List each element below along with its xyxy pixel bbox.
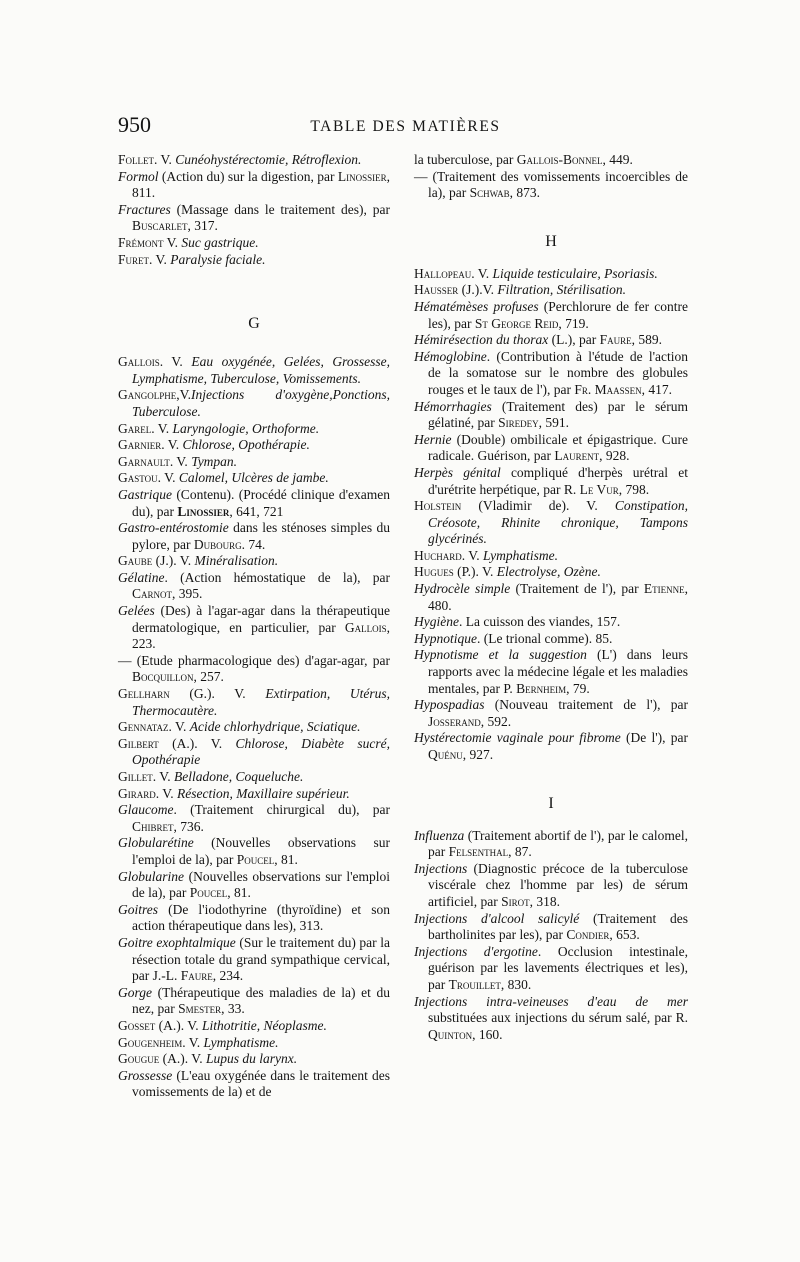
index-entry [414,432,688,465]
subject-term: Hémirésection du thorax [414,332,549,348]
entry-text: , 653. [609,927,640,943]
author-name: Gougenheim [118,1034,183,1050]
subject-term: Gastro-entérostomie [118,520,229,536]
author-name: Buscarlet [132,218,188,234]
entry-text: , 811. [132,168,390,201]
index-entry [118,570,390,603]
author-name: Garnault [118,453,170,469]
entry-text: , 81. [227,885,251,901]
entry-text: , 592. [480,713,512,729]
index-entry [118,487,390,520]
subject-term: Injections d'alcool salicylé [414,910,580,926]
entry-text: . (Contribution à l'étude de l'action de la somatose sur le nombre des globules rouges et le taux de l'), par [428,348,688,397]
subject-term: Lithotritie, Néoplasme. [202,1017,327,1033]
entry-text: (De l'), par [620,730,689,746]
author-name: Poucel [189,885,228,901]
subject-term: Laryngologie, Orthoforme. [172,420,320,436]
entry-text: . (Action hémostatique de la), par [164,569,390,585]
subject-term: Globularétine [118,835,194,851]
subject-term: Paralysie faciale. [170,251,266,267]
entry-text: . (Le trional comme). 85. [477,630,613,646]
entry-text: (J.). V. [152,553,195,569]
author-name: Holstein [414,498,462,514]
author-name: Laurent [554,448,600,464]
author-name: Felsenthal [448,844,509,860]
author-name: Sirot [501,893,530,909]
subject-term: Résection, Maxillaire supérieur. [177,785,350,801]
index-entry [118,603,390,653]
entry-text: . V. [182,1034,204,1050]
subject-term: Gélatine [118,569,165,585]
entry-text: . V. [152,769,175,784]
index-entry [118,553,390,570]
index-entry [414,614,688,631]
author-name: Gougue [118,1051,160,1067]
author-name: Follet [118,152,154,167]
entry-text: , 318. [529,893,560,909]
index-entry [118,719,390,736]
entry-text: , 87. [508,844,532,860]
subject-term: Herpès génital [414,464,501,480]
index-entry [118,869,390,902]
subject-term: Extirpation, Utérus, Thermocautère. [132,686,390,718]
entry-text: , 417. [641,381,673,397]
author-name: P. Bernheim [503,680,567,696]
entry-text: , 928. [599,448,630,464]
entry-text: (Thérapeutique des maladies de la) et du nez, par [132,984,390,1017]
index-entry [118,1068,390,1101]
entry-text: . V. [161,437,183,453]
author-name: Gangolphe [118,387,177,403]
entry-text: compliqué d'herpès urétral et d'urétrite herpétique, par [428,464,688,497]
index-entry [414,349,688,399]
page-number: 950 [118,112,151,137]
author-name: Huchard [414,547,462,563]
entry-text: la tuberculose, par [414,152,517,167]
entry-text: (A.). V. [155,1017,203,1033]
section-letter: G [248,315,260,333]
subject-term: Gorge [118,984,152,1000]
index-entry [414,152,688,169]
author-name: Furet [118,251,150,267]
subject-term: Gelées [118,603,155,619]
subject-term: Calomel, Ulcères de jambe. [178,470,329,486]
index-entry [414,332,688,349]
subject-term: Hydrocèle simple [414,581,511,597]
entry-text: — (Traitement des vomissements incoercibles de la), par [414,168,688,201]
subject-term: Acide chlorhydrique, Sciatique. [189,719,361,735]
page-header [118,112,693,142]
index-entry [118,985,390,1018]
entry-text: V. [163,234,182,250]
index-entry [118,202,390,235]
entry-text: . V. [154,152,176,167]
index-entry [414,548,688,565]
author-name: Siredey [498,415,539,431]
author-name: Linossier [177,503,230,519]
entry-text: , 736. [173,818,204,834]
entry-text: . Occlusion intestinale, guérison par les lavements électriques et les), par [428,943,688,992]
author-name: Gellharn [118,686,170,702]
author-name: St George Reid [474,315,559,331]
entry-text: , 798. [618,481,650,497]
subject-term: Liquide testiculaire, Psoriasis. [492,265,658,281]
author-name: Carnot [132,586,173,602]
entry-text: (Nouvelles observations sur l'emploi de la), par [132,835,390,867]
author-name: Etienne [643,581,685,597]
index-entry [414,911,688,944]
entry-text: (Diagnostic précoce de la tuberculose viscérale chez l'homme par les) de sérum artificiel, par [428,860,688,909]
author-name: Gallois-Bonnel [516,152,603,167]
subject-term: Filtration, Stérilisation. [497,282,627,298]
author-name: Gennataz [118,719,169,735]
index-entry [414,994,688,1044]
subject-term: Electrolyse, Ozène. [496,564,601,580]
entry-text: , 589. [631,332,662,348]
author-name: R. Le Vur [563,481,619,497]
index-entry [414,828,688,861]
entry-text: . V. [471,265,493,281]
entry-text: (P.). V. [453,564,497,580]
author-name: Gaube [118,553,153,569]
author-name: Garel [118,420,152,436]
index-entry [414,647,688,697]
index-entry [118,835,390,868]
index-entry [414,631,688,648]
author-name: Hallopeau [414,265,472,281]
index-entry [414,498,688,548]
index-entry [414,944,688,994]
entry-text: (Double) ombilicale et épigastrique. Cure radicale. Guérison, par [428,431,688,464]
subject-term: Globularine [118,868,184,884]
subject-term: Hémoglobine [414,348,487,364]
author-name: Poucel [236,851,275,867]
index-entry [118,235,390,252]
index-entry [414,465,688,498]
subject-term: Minéralisation. [194,553,279,569]
entry-text: , 449. [602,152,633,167]
entry-text: (Des) à l'agar-agar dans la thérapeutique dermatologique, en particulier, par [132,603,390,635]
author-name: Chibret [132,818,174,834]
author-name: Gallois [344,619,387,635]
entry-text: . V. [169,453,192,469]
index-entry [118,902,390,935]
entry-text: substituées aux injections du sérum salé, par [428,1010,676,1026]
author-name: Garnier [118,437,162,453]
index-entry [118,786,390,803]
author-name: R. Quinton [428,1010,688,1042]
entry-text: (Action du) sur la digestion, par [158,168,338,184]
entry-text: (Vladimir de). V. [461,498,615,514]
subject-term: Hypospadias [414,697,485,713]
author-name: Hugues [414,564,454,580]
entry-text: (Traitement des) par le sérum gélatiné, par [428,398,688,431]
entry-text: , 480. [428,581,689,613]
entry-text: (Contenu). (Procédé clinique d'examen du), par [132,486,390,519]
author-name: Josserand [428,713,481,729]
author-name: Smester [178,1001,222,1017]
subject-term: Influenza [414,827,465,843]
section-letter: H [545,232,557,250]
subject-term: Injections [414,860,468,876]
author-name: Frémont [118,234,164,250]
index-entry [414,266,688,283]
entry-text: . V. [157,470,179,486]
subject-term: Cunéohystérectomie, Rétroflexion. [175,152,362,167]
entry-text: . V. [159,354,192,370]
entry-text: (A.). V. [158,735,236,751]
author-name: Faure [599,332,632,348]
entry-text: , 234. [212,968,244,984]
subject-term: Injections intra-veineuses d'eau de mer [414,993,688,1009]
author-name: Gillet [118,769,153,784]
author-name: Fr. Maassen [574,381,642,397]
subject-term: Fractures [118,201,171,217]
entry-text: , 395. [172,586,203,602]
entry-text: ,V. [176,387,192,403]
index-entry [118,1035,390,1052]
entry-text: , 79. [566,680,590,696]
index-entry [118,387,390,420]
subject-term: Grossesse [118,1067,173,1083]
index-entry [118,354,390,387]
subject-term: Tympan. [191,453,238,469]
entry-text: (Traitement abortif de l'), par le calomel, par [428,827,688,860]
index-entry [414,299,688,332]
author-name: Hausser [414,282,459,298]
author-name: Condier [566,927,610,943]
subject-term: Belladone, Coqueluche. [174,769,304,784]
author-name: Gallois [118,354,160,370]
subject-term: Lymphatisme. [203,1034,279,1050]
subject-term: Hernie [414,431,452,447]
entry-text: — (Etude pharmacologique des) d'agar-agar, par [118,652,390,668]
entry-text: , 641, 721 [229,503,284,519]
index-entry [118,454,390,471]
index-entry [118,1018,390,1035]
entry-text: (L'eau oxygénée dans le traitement des vomissements de la) et de [132,1067,390,1100]
entry-text: . V. [151,420,173,436]
entry-text: . V. [168,719,190,735]
index-entry [118,653,390,686]
index-entry [414,282,688,299]
entry-text: (Perchlorure de fer contre les), par [428,298,688,331]
entry-text: , 830. [500,976,532,992]
entry-text: , 873. [509,185,540,201]
subject-term: Goitre exophtalmique [118,934,236,950]
index-entry [414,730,688,763]
subject-term: Formol [118,168,159,184]
entry-text: , 257. [193,669,224,685]
entry-text: , 160. [472,1026,503,1042]
index-entry [414,399,688,432]
subject-term: Goitres [118,901,158,917]
entry-text: . V. [461,547,484,563]
subject-term: Glaucome [118,802,174,818]
index-entry [414,564,688,581]
index-column-right [414,152,688,1043]
subject-term: Hématémèses profuses [414,298,539,314]
entry-text: (Sur le traitement du) par la résection totale du grand sympathique cervical, par [132,934,390,984]
index-entry [118,520,390,553]
index-entry [118,252,390,269]
subject-term: Injections d'oxygène,Ponctions, Tuberculose. [132,387,390,419]
entry-text: (G.). V. [169,686,266,702]
subject-term: Lymphatisme. [483,547,558,563]
index-entry [118,421,390,438]
author-name: Girard [118,785,156,801]
entry-text: . (Traitement chirurgical du), par [173,802,390,818]
section-letter: I [548,794,554,812]
index-entry [118,470,390,487]
entry-text: . V. [149,251,171,267]
subject-term: Chlorose, Opothérapie. [182,437,310,453]
author-name: Bocquillon [132,669,194,685]
author-name: J.-L. Faure [152,968,213,984]
subject-term: Hypnotique [414,630,477,646]
subject-term: Gastrique [118,486,172,502]
index-entry [118,769,390,786]
entry-text: , 223. [132,619,390,652]
subject-term: Constipation, Créosote, Rhinite chronique, Tampons glycérinés. [428,498,688,547]
entry-text: , 33. [221,1001,245,1017]
author-name: Dubourg [193,536,242,552]
subject-term: Eau oxygénée, Gelées, Grossesse, Lymphatisme, Tuberculose, Vomissements. [132,354,391,386]
subject-term: Suc gastrique. [181,234,259,250]
index-entry [118,935,390,985]
entry-text: (A.). V. [159,1051,207,1067]
index-entry [414,169,688,202]
subject-term: Chlorose, Diabète sucré, Opothérapie [132,735,390,768]
subject-term: Hygiène [414,614,459,630]
subject-term: Injections d'ergotine [414,943,538,959]
index-entry [118,169,390,202]
author-name: Quénu [428,747,463,762]
subject-term: Hypnotisme et la suggestion [414,647,587,663]
entry-text: (Nouveau traitement de l'), par [484,697,688,713]
index-entry [414,861,688,911]
index-entry [414,697,688,730]
entry-text: , 719. [558,315,589,331]
index-entry [118,437,390,454]
index-entry [118,736,390,769]
subject-term: Hystérectomie vaginale pour fibrome [414,730,621,746]
author-name: Gilbert [118,735,159,751]
author-name: Schwab [469,185,510,201]
entry-text: (L') dans leurs rapports avec la médecine légale et les maladies mentales, par [428,647,688,696]
author-name: Gastou [118,470,158,486]
index-entry [118,802,390,835]
entry-text: . V. [155,785,178,801]
entry-text: . La cuisson des viandes, 157. [458,614,621,630]
entry-text: , 317. [187,218,218,234]
entry-text: , 927. [462,747,494,762]
subject-term: Hémorrhagies [414,398,492,414]
entry-text: , 591. [538,415,569,431]
entry-text: (Nouvelles observations sur l'emploi de la), par [132,868,390,901]
entry-text: , 81. [274,851,298,867]
entry-text: (De l'iodothyrine (thyroïdine) et son action thérapeutique dans les), 313. [132,901,390,934]
index-entry [118,1051,390,1068]
page-title: TABLE DES MATIÈRES [310,118,501,135]
index-entry [414,581,688,614]
entry-text: dans les sténoses simples du pylore, par [132,520,390,552]
entry-text: . 74. [241,536,266,552]
entry-text: (L.), par [548,332,600,348]
entry-text: (J.).V. [458,282,498,298]
entry-text: (Traitement des bartholinites par les), par [428,910,688,943]
author-name: Gosset [118,1017,156,1033]
entry-text: (Massage dans le traitement des), par [170,201,390,217]
entry-text: (Traitement de l'), par [510,581,644,597]
author-name: Trouillet [448,976,501,992]
index-entry [118,152,390,169]
index-column-left [118,152,390,1101]
author-name: Linossier [337,168,387,184]
index-entry [118,686,390,719]
subject-term: Lupus du larynx. [206,1051,298,1067]
